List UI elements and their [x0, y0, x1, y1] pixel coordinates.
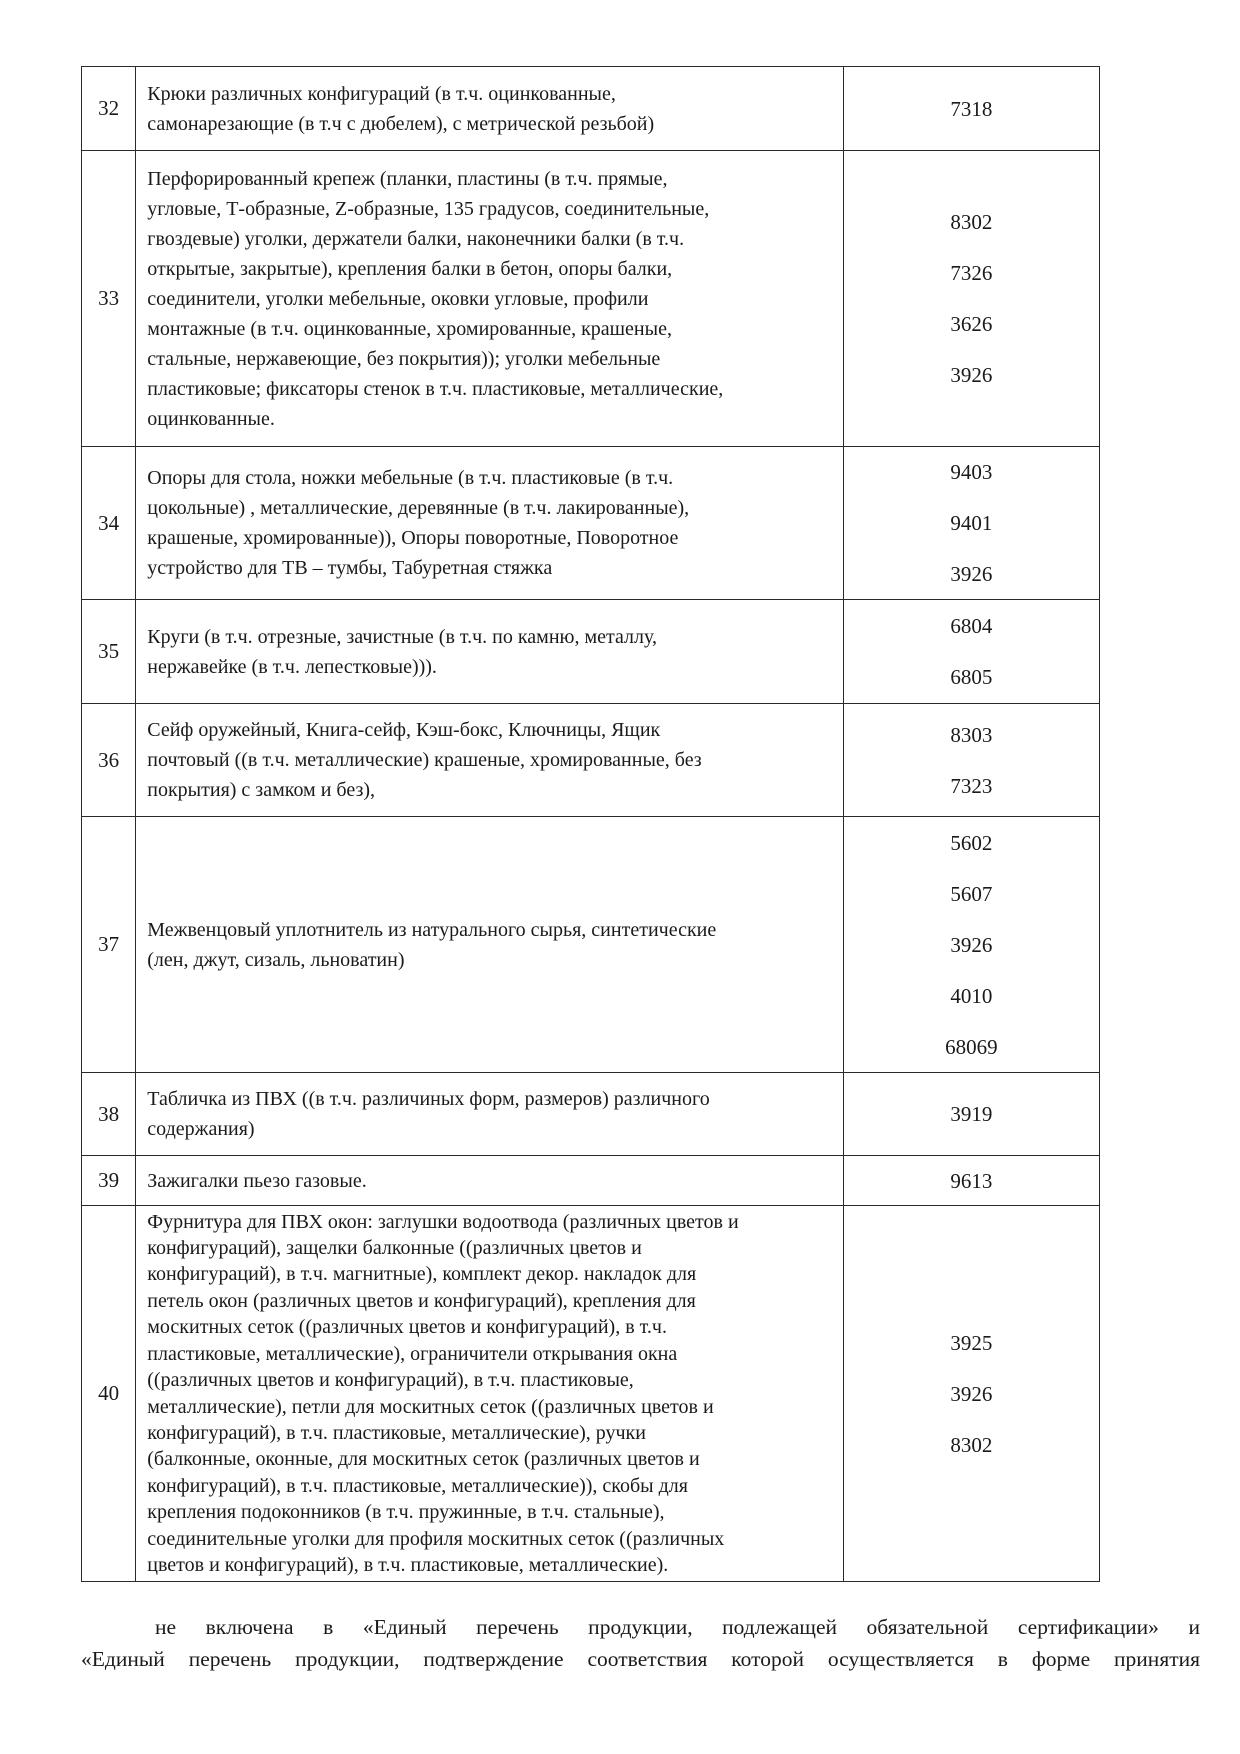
code-value: 68069 [945, 1034, 998, 1059]
footer-line: не включена в «Единый перечень продукции, подлежащей обязательной сертификации» и [155, 1615, 1200, 1639]
code-list [844, 1102, 1099, 1126]
code-value: 3926 [950, 562, 993, 586]
code-value: 3926 [950, 363, 993, 387]
code-list [844, 831, 1099, 1059]
code-list [844, 210, 1099, 387]
product-description [136, 817, 843, 1073]
code-value: 3926 [950, 1381, 993, 1406]
product-description [136, 67, 843, 151]
code-value: 8302 [950, 1432, 993, 1457]
code-value: 7318 [950, 96, 993, 121]
code-value: 6804 [950, 614, 993, 638]
code-value: 3626 [950, 312, 993, 336]
code-cell [843, 704, 1099, 817]
table-row [82, 704, 1100, 817]
code-value: 3926 [950, 932, 993, 957]
code-list [844, 723, 1099, 798]
code-value: 9613 [950, 1168, 993, 1193]
description-text: Сейф оружейный, Книга-сейф, Кэш-бокс, Ключницы, Ящик почтовый ((в т.ч. металлические) крашеные, хромированные, без покрытия) с замком и без), [147, 719, 702, 801]
product-description [136, 1073, 843, 1156]
code-cell [843, 447, 1099, 600]
code-value: 5602 [950, 830, 993, 855]
row-number: 33 [82, 151, 136, 447]
row-number: 38 [82, 1073, 136, 1156]
code-value: 3925 [950, 1330, 993, 1355]
description-text: Опоры для стола, ножки мебельные (в т.ч. пластиковые (в т.ч. цокольные) , металлические, деревянные (в т.ч. лакированные), крашеные, хромированные)), Опоры поворотные, Поворотное устройство для ТВ – тумбы, Табуретная стяжка [147, 467, 690, 579]
code-list [844, 460, 1099, 586]
table-row [82, 67, 1100, 151]
description-text: Зажигалки пьезо газовые. [147, 1169, 367, 1192]
code-list [844, 1331, 1099, 1457]
table-row [82, 447, 1100, 600]
code-cell [843, 151, 1099, 447]
code-list [844, 1169, 1099, 1193]
footer-line: «Единый перечень продукции, подтверждение соответствия которой осуществляется в форме принятия [81, 1647, 1200, 1671]
row-number: 34 [82, 447, 136, 600]
code-value: 7326 [950, 261, 993, 285]
code-list [844, 97, 1099, 121]
description-text: Круги (в т.ч. отрезные, зачистные (в т.ч. по камню, металлу, нержавейке (в т.ч. лепестковые))). [147, 625, 658, 678]
code-value: 8303 [950, 722, 993, 747]
code-value: 4010 [950, 983, 993, 1008]
table-row [82, 151, 1100, 447]
footer-paragraph [81, 1611, 1200, 1675]
code-cell [843, 1073, 1099, 1156]
product-description [136, 1206, 843, 1582]
code-cell [843, 1206, 1099, 1582]
code-cell [843, 600, 1099, 704]
product-description [136, 704, 843, 817]
product-description [136, 151, 843, 447]
row-number: 39 [82, 1156, 136, 1206]
table-row [82, 1156, 1100, 1206]
table-row [82, 600, 1100, 704]
code-cell [843, 1156, 1099, 1206]
row-number: 35 [82, 600, 136, 704]
table-row [82, 817, 1100, 1073]
description-text: Табличка из ПВХ ((в т.ч. различиных форм, размеров) различного содержания) [147, 1088, 710, 1140]
table-row [82, 1206, 1100, 1582]
products-table [81, 66, 1100, 1582]
code-value: 5607 [950, 881, 993, 906]
code-value: 6805 [950, 665, 993, 689]
row-number: 36 [82, 704, 136, 817]
description-text: Фурнитура для ПВХ окон: заглушки водоотвода (различных цветов и конфигураций), защелки балконные ((различных цветов и конфигураций), в т.ч. магнитные), комплект декор. накладок для петель окон (различных цветов и конфигураций), крепления для москитных сеток ((различных цветов и конфигураций), в т.ч. пластиковые, металлические), ограничители открывания окна ((различных цветов и конфигураций), в т.ч. пластиковые, металлические), петли для москитных сеток ((различных цветов и конфигураций), в т.ч. пластиковые, металлические), ручки (балконные, оконные, для москитных сеток (различных цветов и конфигураций), в т.ч. пластиковые, металлические)), скобы для крепления подоконников (в т.ч. пружинные, в т.ч. стальные), соединительные уголки для профиля москитных сеток ((различных цветов и конфигураций), в т.ч. пластиковые, металлические). [147, 1210, 739, 1576]
description-text: Межвенцовый уплотнитель из натурального сырья, синтетические (лен, джут, сизаль, льноватин) [147, 918, 717, 971]
code-list [844, 614, 1099, 689]
code-value: 8302 [950, 210, 993, 234]
product-description [136, 600, 843, 704]
description-text: Перфорированный крепеж (планки, пластины (в т.ч. прямые, угловые, Т-образные, Z-образные, 135 градусов, соединительные, гвоздевые) уголки, держатели балки, наконечники балки (в т.ч. открытые, закрытые), крепления балки в бетон, опоры балки, соединители, уголки мебельные, оковки угловые, профили монтажные (в т.ч. оцинкованные, хромированные, крашеные, стальные, нержавеющие, без покрытия)); уголки мебельные пластиковые; фиксаторы стенок в т.ч. пластиковые, металлические, оцинкованные. [147, 167, 724, 430]
product-description [136, 1156, 843, 1206]
row-number: 32 [82, 67, 136, 151]
description-text: Крюки различных конфигураций (в т.ч. оцинкованные, самонарезающие (в т.ч с дюбелем), с метрической резьбой) [147, 82, 655, 135]
product-description [136, 447, 843, 600]
code-value: 9403 [950, 460, 993, 484]
code-value: 7323 [950, 773, 993, 798]
row-number: 37 [82, 817, 136, 1073]
code-value: 9401 [950, 511, 993, 535]
table-row [82, 1073, 1100, 1156]
code-cell [843, 67, 1099, 151]
row-number: 40 [82, 1206, 136, 1582]
code-value: 3919 [950, 1102, 993, 1126]
code-cell [843, 817, 1099, 1073]
